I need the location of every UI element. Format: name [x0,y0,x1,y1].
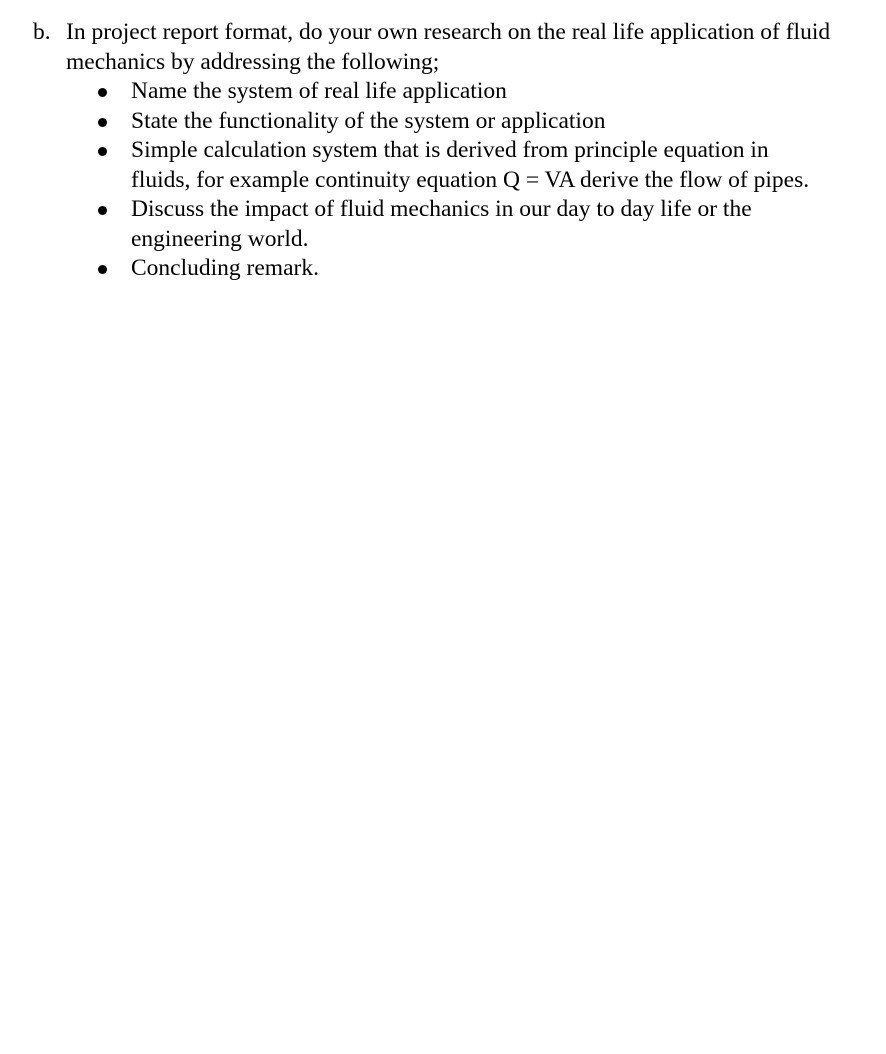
list-item-text: Name the system of real life application [131,78,507,104]
list-item [98,107,833,137]
list-item-text: State the functionality of the system or application [131,107,606,134]
requirements-list [33,77,833,284]
bullet-icon [98,88,107,97]
question-text: In project report format, do your own research on the real life application of fluid mechanics by addressing the following; [66,19,831,75]
bullet-icon [98,147,107,156]
list-item-text: Discuss the impact of fluid mechanics in our day to day life or the engineering world. [131,196,752,252]
question-b [33,17,833,284]
bullet-icon [98,265,107,274]
list-item-text: Concluding remark. [131,255,319,281]
list-item [98,136,833,195]
list-item-text: Simple calculation system that is derived from principle equation in fluids, for example continuity equation Q = VA derive the flow of pipes. [131,137,810,193]
list-item [98,77,833,107]
list-item [98,254,833,284]
question-header [33,17,833,77]
question-marker: b. [33,19,51,45]
bullet-icon [98,118,107,127]
bullet-icon [98,206,107,215]
list-item [98,195,833,254]
